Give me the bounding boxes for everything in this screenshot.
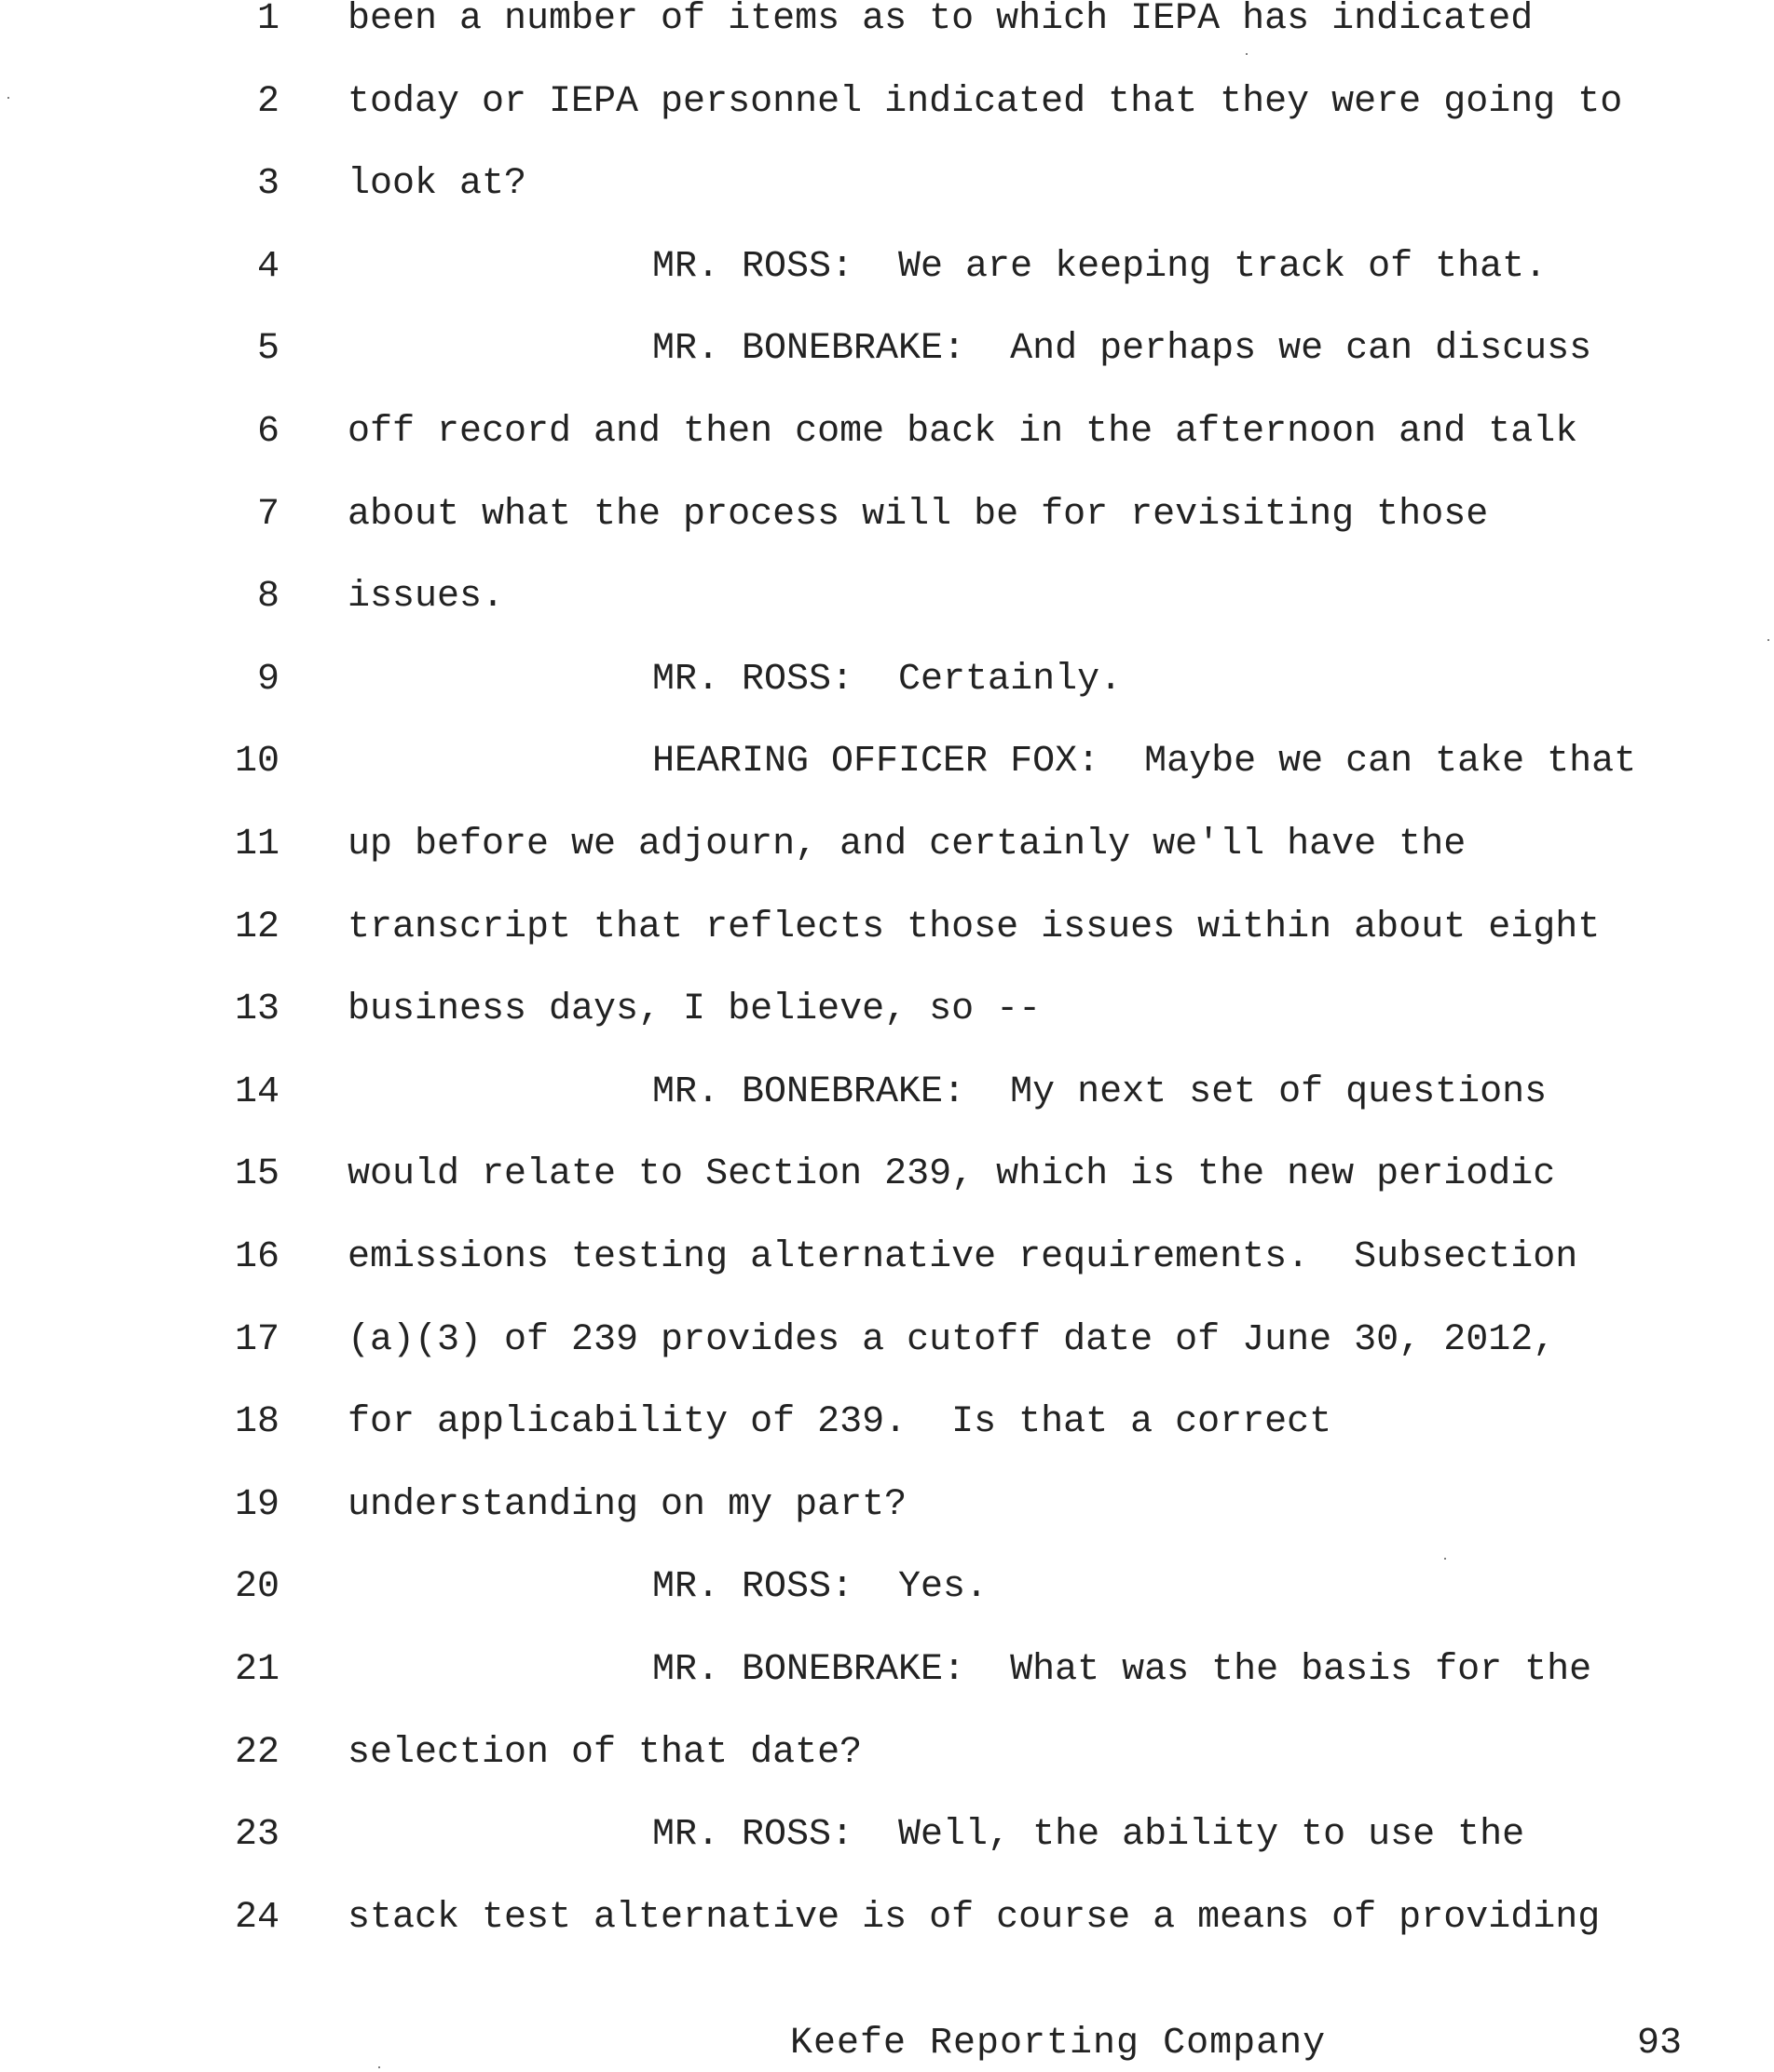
line-text: about what the process will be for revisiting those <box>348 493 1489 536</box>
transcript-line <box>0 658 1774 740</box>
line-text: today or IEPA personnel indicated that they were going to <box>348 80 1623 123</box>
line-text: MR. ROSS: We are keeping track of that. <box>652 245 1548 288</box>
line-number: 16 <box>234 1236 280 1278</box>
line-number: 8 <box>256 576 280 619</box>
line-number: 24 <box>234 1896 280 1939</box>
footer-company: Keefe Reporting Company <box>790 2023 1327 2065</box>
line-number: 14 <box>234 1070 280 1113</box>
transcript-line <box>0 1318 1774 1400</box>
transcript-line <box>0 1152 1774 1234</box>
line-text: emissions testing alternative requirements. Subsection <box>348 1236 1578 1278</box>
transcript-line <box>0 0 1774 79</box>
line-number: 20 <box>234 1566 280 1609</box>
line-number: 6 <box>256 411 280 453</box>
scan-speck <box>7 97 9 99</box>
line-text: HEARING OFFICER FOX: Maybe we can take that <box>652 741 1637 784</box>
line-text: up before we adjourn, and certainly we'll have the <box>348 824 1467 866</box>
line-text: transcript that reflects those issues within about eight <box>348 906 1601 948</box>
transcript-line <box>0 1400 1774 1482</box>
transcript-line <box>0 1483 1774 1565</box>
line-number: 13 <box>234 988 280 1031</box>
line-number: 7 <box>256 493 280 536</box>
line-number: 2 <box>256 80 280 123</box>
line-text: business days, I believe, so -- <box>348 988 1042 1031</box>
transcript-line <box>0 1235 1774 1317</box>
scan-speck <box>1444 1558 1446 1560</box>
transcript-line <box>0 906 1774 988</box>
transcript-line <box>0 823 1774 905</box>
transcript-line <box>0 1648 1774 1730</box>
scan-speck <box>378 2066 380 2068</box>
line-number: 9 <box>256 658 280 701</box>
line-text: MR. BONEBRAKE: And perhaps we can discuss <box>652 328 1592 371</box>
line-number: 12 <box>234 906 280 948</box>
transcript-line <box>0 410 1774 492</box>
line-number: 19 <box>234 1483 280 1526</box>
transcript-line <box>0 575 1774 657</box>
scan-speck <box>1246 53 1248 55</box>
line-text: issues. <box>348 576 505 619</box>
transcript-line <box>0 988 1774 1070</box>
transcript-line <box>0 1896 1774 1978</box>
transcript-line <box>0 1731 1774 1813</box>
line-number: 1 <box>256 0 280 40</box>
line-number: 21 <box>234 1649 280 1691</box>
transcript-line <box>0 245 1774 327</box>
line-text: look at? <box>348 163 527 206</box>
line-text: stack test alternative is of course a means of providing <box>348 1896 1601 1939</box>
line-text: for applicability of 239. Is that a correct <box>348 1401 1332 1444</box>
line-number: 4 <box>256 245 280 288</box>
transcript-line <box>0 493 1774 575</box>
transcript-line <box>0 740 1774 822</box>
transcript-line <box>0 162 1774 244</box>
line-text: MR. ROSS: Well, the ability to use the <box>652 1814 1525 1857</box>
line-number: 18 <box>234 1401 280 1444</box>
line-text: MR. ROSS: Yes. <box>652 1566 989 1609</box>
line-text: selection of that date? <box>348 1731 863 1774</box>
line-number: 10 <box>234 741 280 784</box>
line-number: 11 <box>234 824 280 866</box>
line-number: 23 <box>234 1814 280 1857</box>
line-text: MR. BONEBRAKE: My next set of questions <box>652 1070 1548 1113</box>
page-number: 93 <box>1637 2023 1683 2065</box>
line-text: off record and then come back in the afternoon and talk <box>348 411 1578 453</box>
transcript-line <box>0 1070 1774 1152</box>
line-text: MR. ROSS: Certainly. <box>652 658 1123 701</box>
line-text: been a number of items as to which IEPA has indicated <box>348 0 1534 40</box>
transcript-line <box>0 1565 1774 1647</box>
line-number: 22 <box>234 1731 280 1774</box>
line-text: understanding on my part? <box>348 1483 907 1526</box>
transcript-line <box>0 327 1774 409</box>
transcript-line <box>0 1813 1774 1895</box>
scan-speck <box>1767 639 1769 641</box>
line-text: MR. BONEBRAKE: What was the basis for the <box>652 1649 1592 1691</box>
line-text: (a)(3) of 239 provides a cutoff date of June 30, 2012, <box>348 1318 1556 1361</box>
transcript-line <box>0 80 1774 162</box>
line-number: 5 <box>256 328 280 371</box>
line-number: 15 <box>234 1153 280 1196</box>
line-number: 3 <box>256 163 280 206</box>
line-number: 17 <box>234 1318 280 1361</box>
line-text: would relate to Section 239, which is the new periodic <box>348 1153 1556 1196</box>
